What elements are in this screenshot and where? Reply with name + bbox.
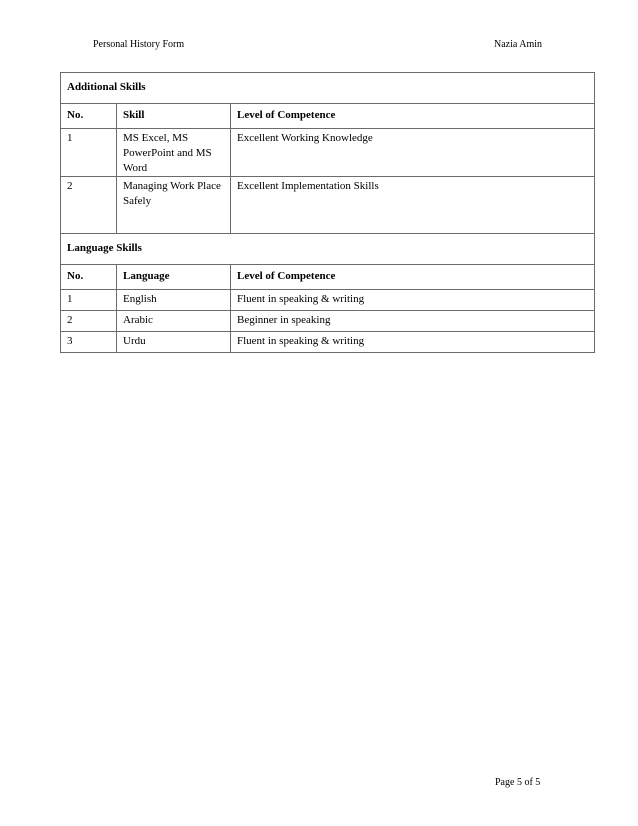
language-name: English (117, 290, 231, 311)
additional-skills-heading: Additional Skills (61, 73, 595, 104)
language-skills-section-row (61, 234, 595, 265)
table-row (61, 129, 595, 177)
column-header-no: No. (61, 265, 117, 290)
language-name: Urdu (117, 332, 231, 353)
language-skills-heading: Language Skills (61, 234, 595, 265)
table-row (61, 290, 595, 311)
skill-name: MS Excel, MS PowerPoint and MS Word (117, 129, 231, 177)
language-number: 2 (61, 311, 117, 332)
additional-skills-header-row (61, 104, 595, 129)
skills-table (60, 72, 595, 353)
language-number: 1 (61, 290, 117, 311)
page-number: Page 5 of 5 (495, 777, 541, 788)
skill-name: Managing Work Place Safely (117, 177, 231, 234)
table-row (61, 177, 595, 234)
skill-level: Excellent Implementation Skills (231, 177, 595, 234)
skill-number: 2 (61, 177, 117, 234)
language-level: Fluent in speaking & writing (231, 290, 595, 311)
language-number: 3 (61, 332, 117, 353)
language-name: Arabic (117, 311, 231, 332)
table-row (61, 311, 595, 332)
column-header-no: No. (61, 104, 117, 129)
header-form-title: Personal History Form (93, 39, 185, 50)
language-level: Fluent in speaking & writing (231, 332, 595, 353)
language-level: Beginner in speaking (231, 311, 595, 332)
column-header-language: Language (117, 265, 231, 290)
skill-level: Excellent Working Knowledge (231, 129, 595, 177)
header-person-name: Nazia Amin (494, 39, 543, 50)
additional-skills-section-row (61, 73, 595, 104)
column-header-level: Level of Competence (231, 265, 595, 290)
column-header-skill: Skill (117, 104, 231, 129)
language-skills-header-row (61, 265, 595, 290)
column-header-level: Level of Competence (231, 104, 595, 129)
skill-number: 1 (61, 129, 117, 177)
table-row (61, 332, 595, 353)
